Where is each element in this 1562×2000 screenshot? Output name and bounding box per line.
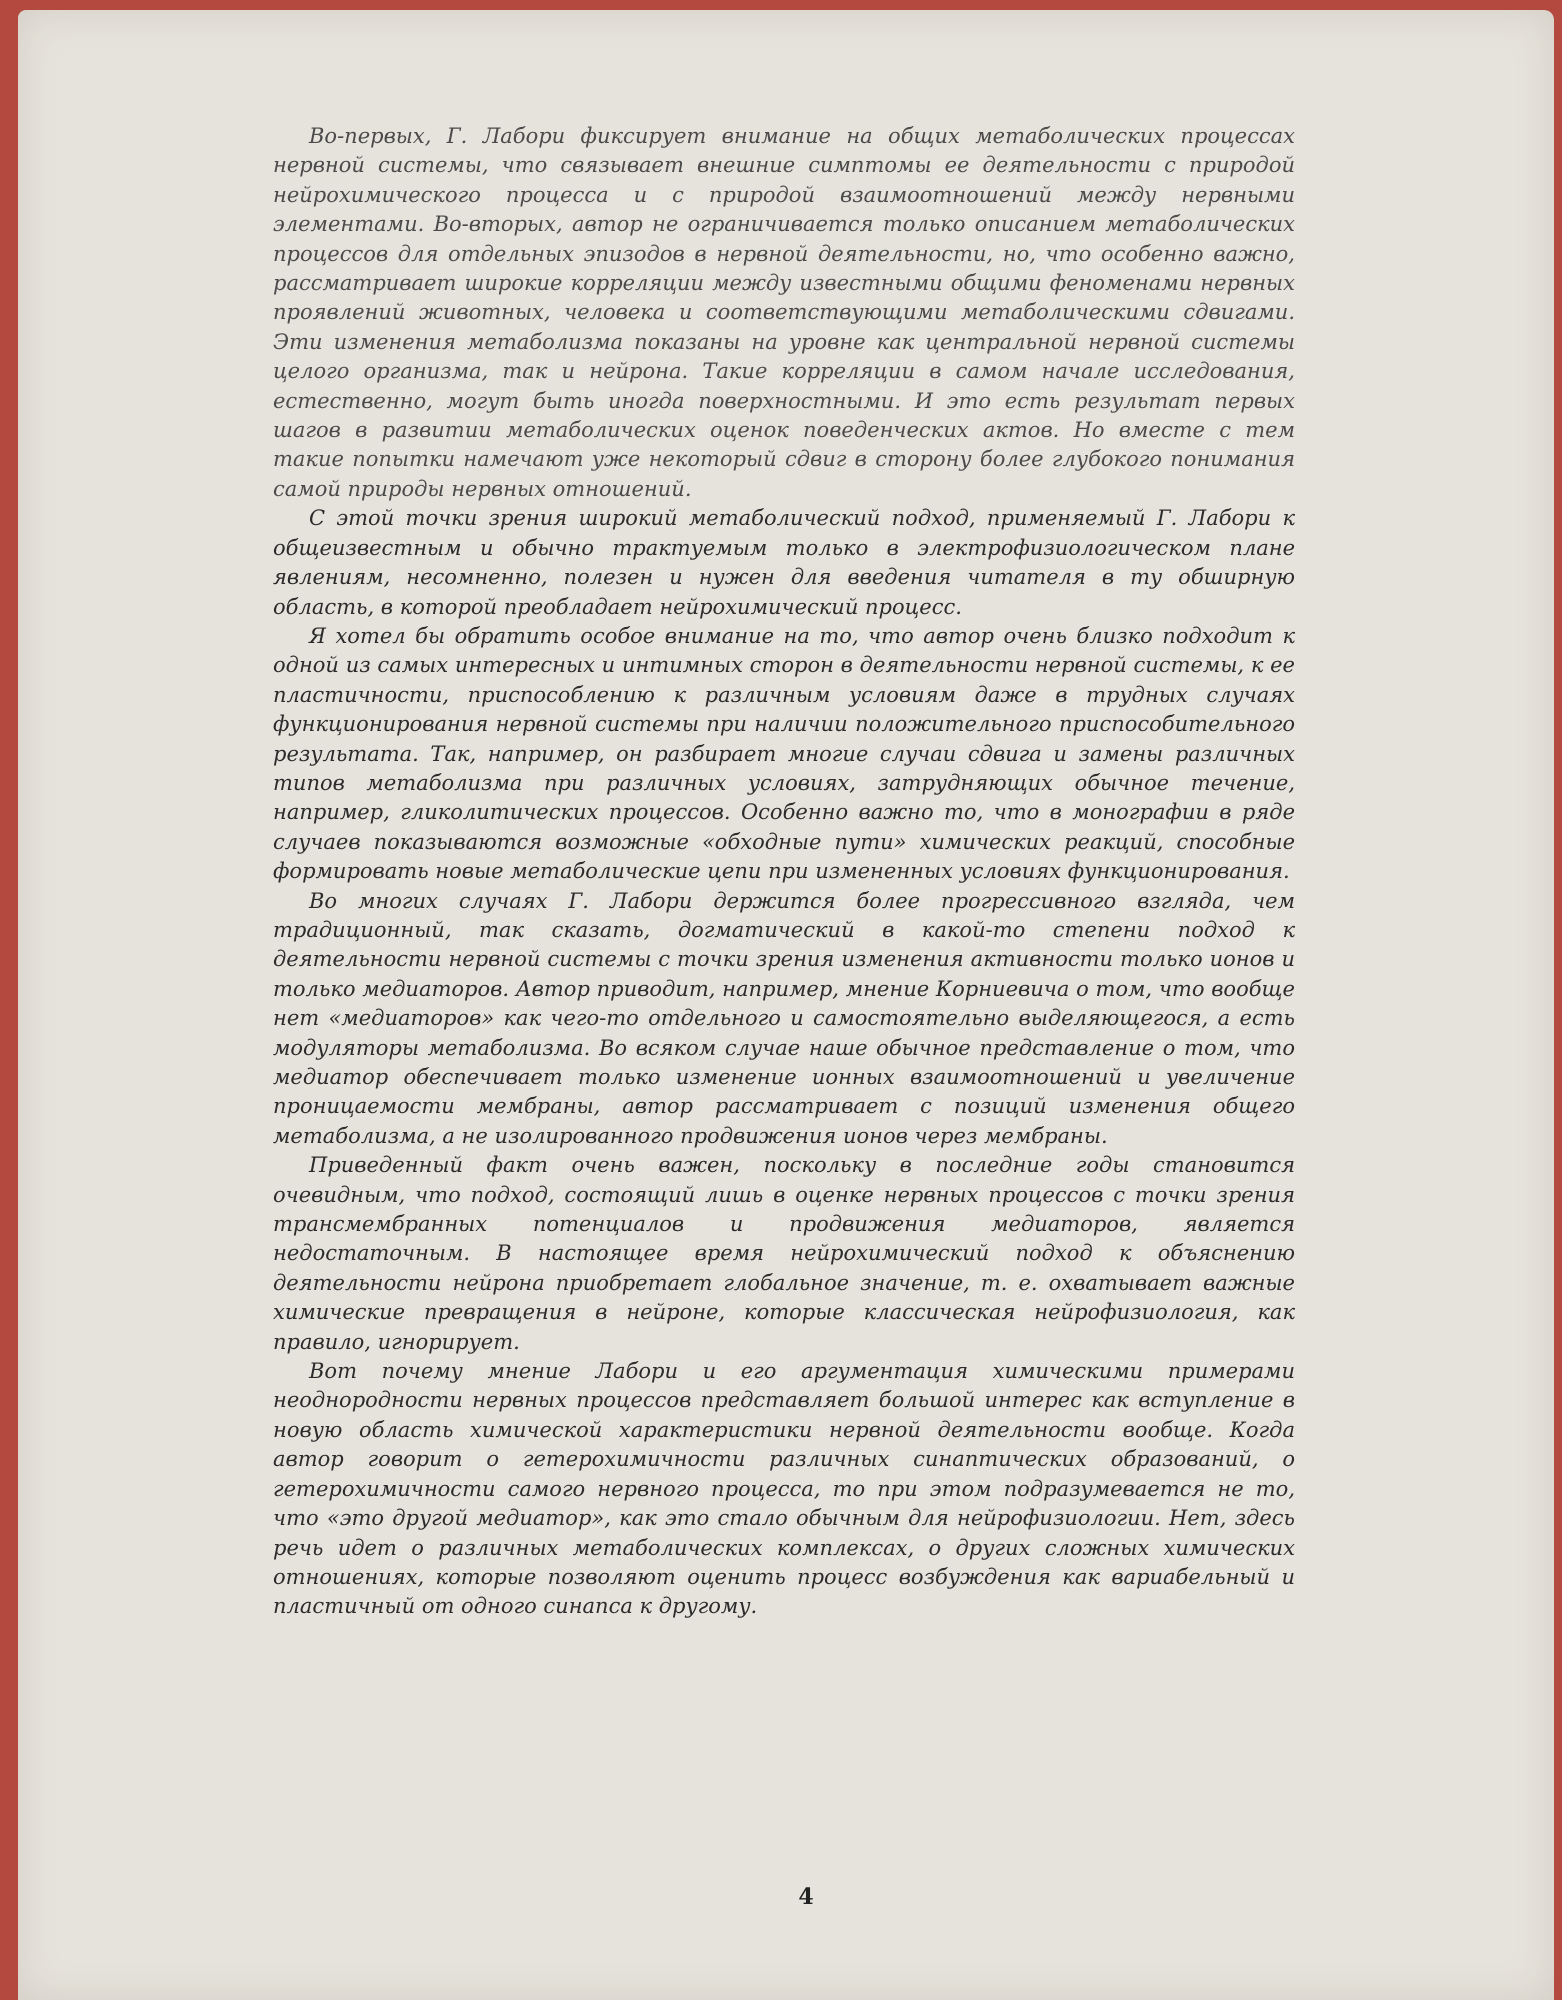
book-page [18, 10, 1554, 2000]
paragraph-1: Во-первых, Г. Лабори фиксирует внимание на общих метаболических процессах нервной системы, что связывает внешние симптомы ее деятельности с природой нейрохимического процесса и с природой взаимоотношений между нервными элементами. Во-вторых, автор не ограничивается только описанием метаболических процессов для отдельных эпизодов в нервной деятельности, но, что особенно важно, рассматривает широкие корреляции между известными общими феноменами нервных проявлений животных, человека и соответствующими метаболическими сдвигами. Эти изменения метаболизма показаны на уровне как центральной нервной системы целого организма, так и нейрона. Такие корреляции в самом начале исследования, естественно, могут быть иногда поверхностными. И это есть результат первых шагов в развитии метаболических оценок поведенческих актов. Но вместе с тем такие попытки намечают уже некоторый сдвиг в сторону более глубокого понимания самой природы нервных отношений. [273, 124, 1295, 501]
paragraph-6: Вот почему мнение Лабори и его аргументация химическими примерами неоднородности нервных процессов представляет большой интерес как вступление в новую область химической характеристики нервной деятельности вообще. Когда автор говорит о гетерохимичности различных синаптических образований, о гетерохимичности самого нервного процесса, то при этом подразумевается не то, что «это другой медиатор», как это стало обычным для нейрофизиологии. Нет, здесь речь идет о различных метаболических комплексах, о других сложных химических отношениях, которые позволяют оценить процесс возбуждения как вариабельный и пластичный от одного синапса к другому. [273, 1359, 1295, 1619]
paragraph-5: Приведенный факт очень важен, поскольку в последние годы становится очевидным, что подход, состоящий лишь в оценке нервных процессов с точки зрения трансмембранных потенциалов и продвижения медиаторов, является недостаточным. В настоящее время нейрохимический подход к объяснению деятельности нейрона приобретает глобальное значение, т. е. охватывает важные химические превращения в нейроне, которые классическая нейрофизиология, как правило, игнорирует. [273, 1153, 1295, 1354]
paragraph-2: С этой точки зрения широкий метаболический подход, применяемый Г. Лабори к общеизвестным и обычно трактуемым только в электрофизиологическом плане явлениям, несомненно, полезен и нужен для введения читателя в ту обширную область, в которой преобладает нейрохимический процесс. [273, 506, 1295, 619]
paragraph-3: Я хотел бы обратить особое внимание на то, что автор очень близко подходит к одной из самых интересных и интимных сторон в деятельности нервной системы, к ее пластичности, приспособлению к различным условиям даже в трудных случаях функционирования нервной системы при наличии положительного приспособительного результата. Так, например, он разбирает многие случаи сдвига и замены различных типов метаболизма при различных условиях, затрудняющих обычное течение, например, гликолитических процессов. Особенно важно то, что в монографии в ряде случаев показываются возможные «обходные пути» химических реакций, способные формировать новые метаболические цепи при измененных условиях функционирования. [273, 623, 1295, 884]
paragraph-4: Во многих случаях Г. Лабори держится более прогрессивного взгляда, чем традиционный, так сказать, догматический в какой-то степени подход к деятельности нервной системы с точки зрения изменения активности только ионов и только медиаторов. Автор приводит, например, мнение Корниевича о том, что вообще нет «медиаторов» как чего-то отдельного и самостоятельно выделяющегося, а есть модуляторы метаболизма. Во всяком случае наше обычное представление о том, что медиатор обеспечивает только изменение ионных взаимоотношений и увеличение проницаемости мембраны, автор рассматривает с позиций изменения общего метаболизма, а не изолированного продвижения ионов через мембраны. [273, 888, 1295, 1148]
page-number: 4 [798, 1884, 814, 1910]
body-text [273, 122, 1295, 1622]
